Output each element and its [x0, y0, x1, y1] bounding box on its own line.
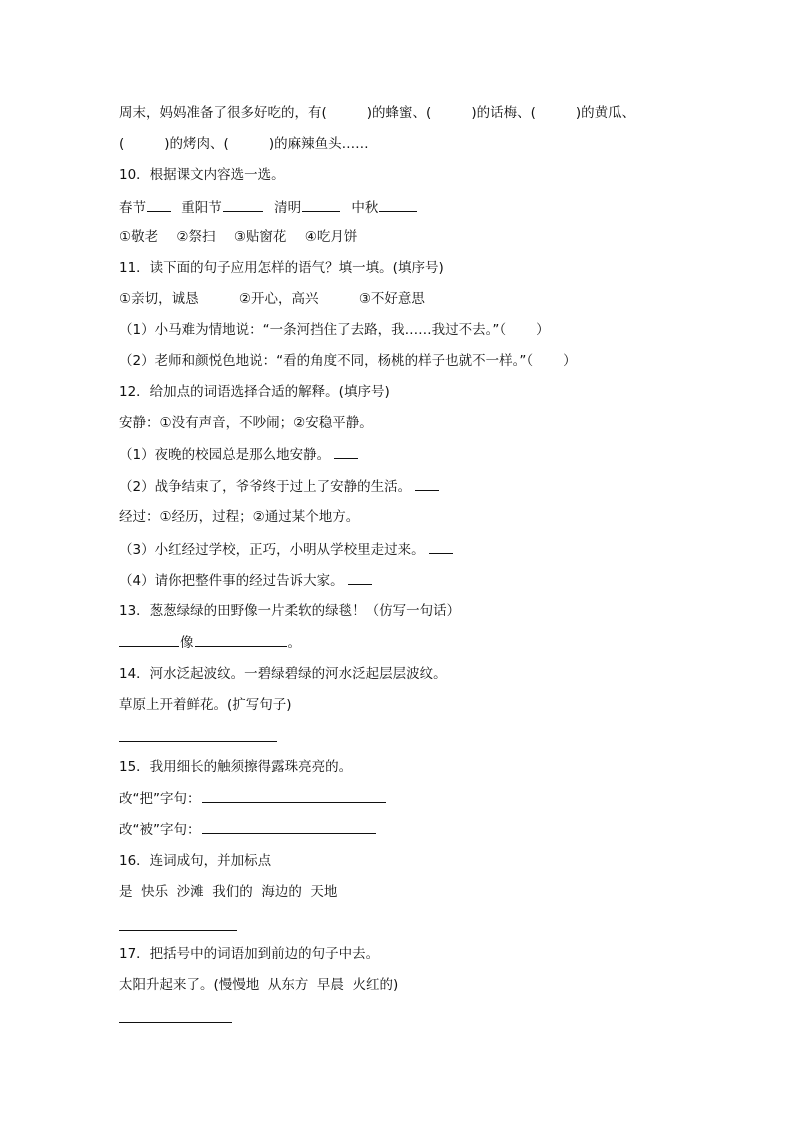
answer-blank[interactable] [195, 632, 287, 647]
festival-label: 重阳节 [181, 200, 222, 216]
q11-sentence-1 [119, 320, 550, 340]
option: ①敬老 [119, 229, 159, 245]
bei-label: 改“被”字句： [119, 822, 201, 838]
ba-label: 改“把”字句： [119, 791, 201, 807]
q12-title: 12．给加点的词语选择合适的解释。(填序号) [119, 384, 390, 400]
option: ④吃月饼 [304, 229, 358, 245]
q13-title: 13．葱葱绿绿的田野像一片柔软的绿毯！（仿写一句话） [119, 603, 461, 619]
sentence: （3）小红经过学校，正巧，小明从学校里走过来。 [119, 542, 425, 558]
q9-text: 周末，妈妈准备了很多好吃的，有( [119, 105, 327, 121]
q14-prompt: 草原上开着鲜花。(扩写句子) [119, 697, 292, 713]
xiang-word: 像 [180, 635, 194, 651]
q15-title: 15．我用细长的触须擦得露珠亮亮的。 [119, 759, 353, 775]
answer-blank[interactable] [202, 819, 376, 834]
q11-title: 11．读下面的句子应用怎样的语气？填一填。(填序号) [119, 260, 444, 276]
q9-text: )的蜂蜜、( [366, 105, 432, 121]
q12-sentence-3 [119, 539, 454, 560]
answer-blank[interactable] [223, 197, 263, 212]
q11-options [119, 289, 425, 309]
q12-sentence-4 [119, 570, 373, 591]
q17-prompt: 太阳升起来了。(慢慢地 从东方 早晨 火红的) [119, 977, 399, 993]
answer-blank[interactable] [415, 476, 439, 491]
q11-sentence-2 [119, 351, 577, 371]
option: ②祭扫 [176, 229, 216, 245]
sentence: （2）战争结束了，爷爷终于过上了安静的生活。 [119, 479, 412, 495]
q12-sentence-2 [119, 476, 440, 497]
period: 。 [287, 635, 301, 651]
answer-blank[interactable] [202, 788, 386, 803]
q14-title: 14．河水泛起波纹。一碧绿碧绿的河水泛起层层波纹。 [119, 666, 447, 682]
option: ③贴窗花 [233, 229, 287, 245]
q10-title: 10．根据课文内容选一选。 [119, 167, 285, 183]
option: ③不好意思 [358, 291, 425, 307]
q10-festivals [119, 197, 418, 218]
option: ①亲切，诚恳 [119, 291, 199, 307]
festival-label: 清明 [274, 200, 302, 216]
festival-label: 春节 [119, 200, 146, 216]
q16-answer-rule[interactable] [119, 930, 237, 931]
q9-text: )的黄瓜、 [575, 105, 636, 121]
q15-ba-line [119, 788, 387, 809]
q16-title: 16．连词成句，并加标点 [119, 853, 272, 869]
answer-blank[interactable] [348, 570, 372, 585]
answer-blank[interactable] [429, 539, 453, 554]
q9-line-1 [119, 103, 635, 123]
paren-close: ） [536, 322, 550, 338]
q13-answer-line [119, 632, 301, 653]
answer-blank[interactable] [379, 197, 417, 212]
answer-blank[interactable] [119, 632, 179, 647]
answer-blank[interactable] [334, 444, 358, 459]
answer-blank[interactable] [147, 197, 171, 212]
q14-answer-rule[interactable] [119, 741, 277, 742]
sentence: （4）请你把整件事的经过告诉大家。 [119, 573, 344, 589]
festival-label: 中秋 [351, 200, 379, 216]
q9-text: )的话梅、( [471, 105, 536, 121]
option: ②开心，高兴 [238, 291, 319, 307]
q17-answer-rule[interactable] [119, 1022, 232, 1023]
sentence: （1）小马难为情地说：“一条河挡住了去路，我……我过不去。”（ [119, 322, 507, 338]
q9-text: )的烤肉、( [164, 136, 229, 152]
q12-jingguo-def: 经过：①经历，过程；②通过某个地方。 [119, 509, 360, 525]
sentence: （1）夜晚的校园总是那么地安静。 [119, 447, 331, 463]
sentence: （2）老师和颜悦色地说：“看的角度不同，杨桃的样子也就不一样。”（ [119, 353, 534, 369]
q12-sentence-1 [119, 444, 359, 465]
paren-close: ） [563, 353, 577, 369]
q9-line-2 [119, 134, 369, 154]
q12-anjing-def: 安静：①没有声音，不吵闹；②安稳平静。 [119, 415, 373, 431]
answer-blank[interactable] [302, 197, 340, 212]
q9-text: ( [119, 136, 125, 152]
q15-bei-line [119, 819, 377, 840]
q17-title: 17．把括号中的词语加到前边的句子中去。 [119, 946, 380, 962]
q10-options [119, 227, 357, 247]
q16-words: 是 快乐 沙滩 我们的 海边的 天地 [119, 884, 338, 900]
q9-text: )的麻辣鱼头…… [268, 136, 369, 152]
